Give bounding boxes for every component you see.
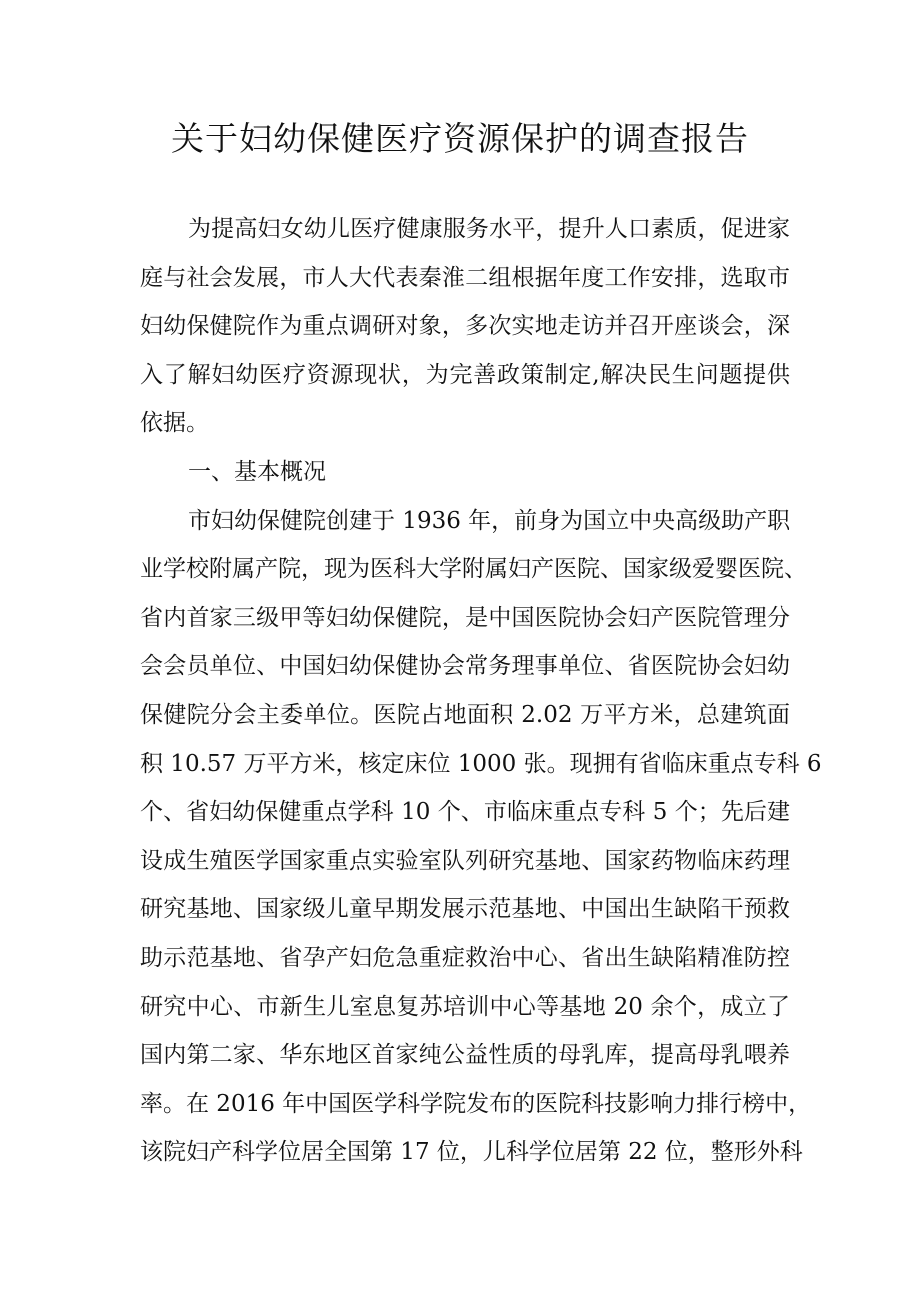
paragraph-2-line-10: 助示范基地、省孕产妇危急重症救治中心、省出生缺陷精准防控: [140, 944, 790, 971]
paragraph-2-line-7: 个、省妇幼保健重点学科 10 个、市临床重点专科 5 个；先后建: [140, 799, 790, 826]
paragraph-2-line-13: 率。在 2016 年中国医学科学院发布的医院科技影响力排行榜中，: [140, 1090, 812, 1117]
paragraph-2-line-1: 市妇幼保健院创建于 1936 年，前身为国立中央高级助产职: [188, 507, 791, 534]
document-title: 关于妇幼保健医疗资源保护的调查报告: [171, 119, 749, 158]
paragraph-2-line-12: 国内第二家、华东地区首家纯公益性质的母乳库，提高母乳喂养: [140, 1042, 790, 1069]
paragraph-1-line-4: 入了解妇幼医疗资源现状，为完善政策制定,解决民生问题提供: [140, 361, 790, 388]
paragraph-2-line-14: 该院妇产科学位居全国第 17 位，儿科学位居第 22 位，整形外科: [140, 1139, 803, 1166]
paragraph-2-line-6: 积 10.57 万平方米，核定床位 1000 张。现拥有省临床重点专科 6: [140, 750, 822, 777]
paragraph-1-line-2: 庭与社会发展，市人大代表秦淮二组根据年度工作安排，选取市: [140, 264, 790, 291]
document-body: [140, 205, 822, 1177]
paragraph-2-line-5: 保健院分会主委单位。医院占地面积 2.02 万平方米，总建筑面: [140, 701, 790, 728]
paragraph-1-line-5: 依据。: [140, 410, 209, 437]
paragraph-2-line-8: 设成生殖医学国家重点实验室队列研究基地、国家药物临床药理: [140, 847, 790, 874]
paragraph-2-line-9: 研究基地、国家级儿童早期发展示范基地、中国出生缺陷干预救: [140, 896, 790, 923]
paragraph-1-line-1: 为提高妇女幼儿医疗健康服务水平，提升人口素质，促进家: [188, 216, 790, 242]
section-heading-basic-overview: 一、基本概况: [188, 458, 326, 485]
paragraph-2-line-4: 会会员单位、中国妇幼保健协会常务理事单位、省医院协会妇幼: [140, 653, 790, 680]
paragraph-1-line-3: 妇幼保健院作为重点调研对象，多次实地走访并召开座谈会，深: [140, 313, 790, 340]
paragraph-2-line-2: 业学校附属产院，现为医科大学附属妇产医院、国家级爱婴医院、: [140, 556, 807, 583]
paragraph-2-line-11: 研究中心、市新生儿室息复苏培训中心等基地 20 余个，成立了: [140, 993, 790, 1020]
paragraph-2-line-3: 省内首家三级甲等妇幼保健院，是中国医院协会妇产医院管理分: [140, 604, 790, 631]
